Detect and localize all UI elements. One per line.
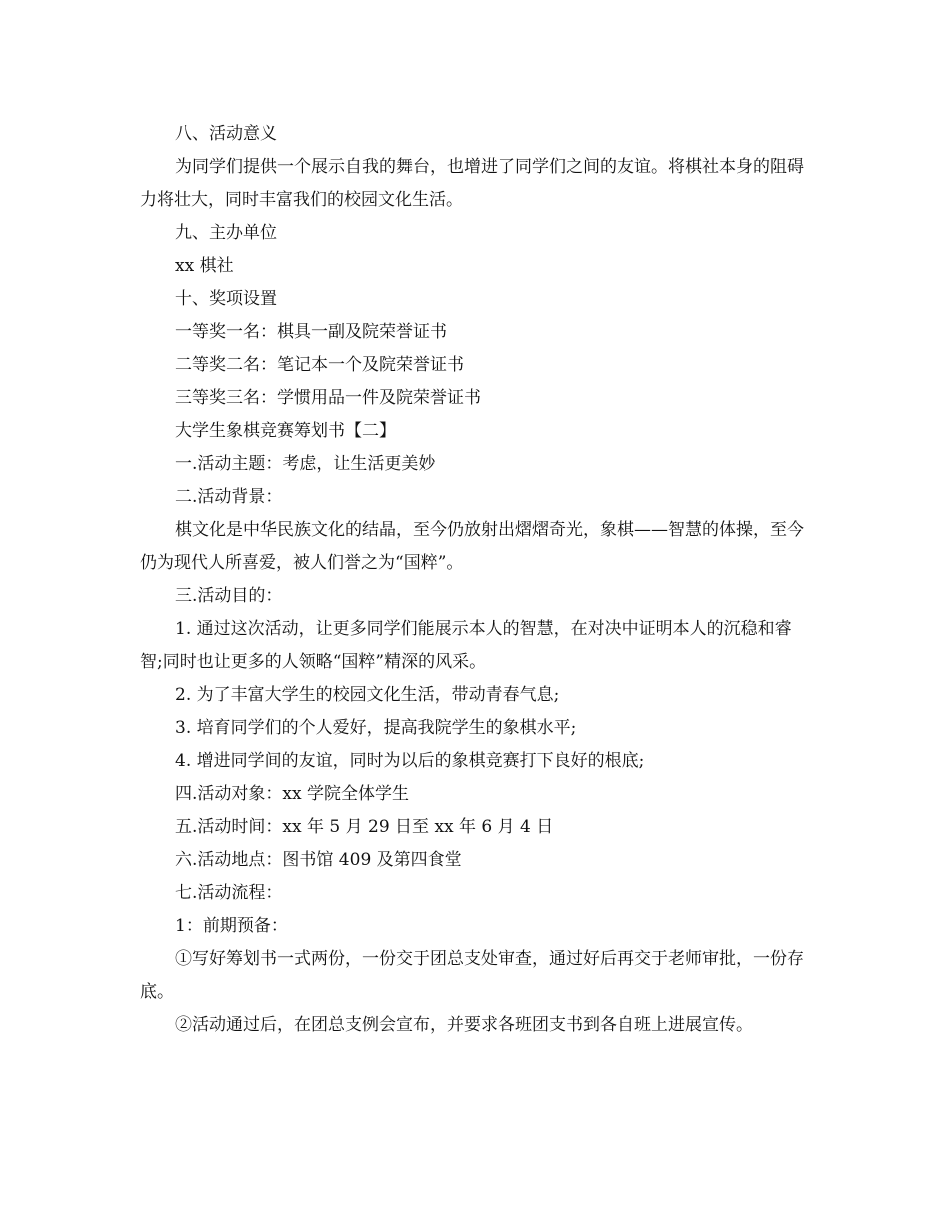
section-heading-process: 七.活动流程： <box>175 883 283 903</box>
section-heading-awards: 十、奖项设置 <box>175 289 277 309</box>
activity-target: 四.活动对象：xx 学院全体学生 <box>175 784 409 804</box>
award-second-prize: 二等奖二名：笔记本一个及院荣誉证书 <box>175 355 464 375</box>
paragraph-background: 棋文化是中华民族文化的结晶，至今仍放射出熠熠奇光，象棋——智慧的体操，至今仍为现代人所喜爱，被人们誉之为“国粹”。 <box>140 520 804 573</box>
award-third-prize: 三等奖三名：学惯用品一件及院荣誉证书 <box>175 388 481 408</box>
document-part-two-title: 大学生象棋竞赛筹划书【二】 <box>175 421 396 441</box>
section-heading-purpose: 三.活动目的： <box>175 586 283 606</box>
paragraph-significance: 为同学们提供一个展示自我的舞台，也增进了同学们之间的友谊。将棋社本身的阻碍力将壮大，同时丰富我们的校园文化生活。 <box>140 157 804 210</box>
paragraph-organizer: xx 棋社 <box>175 256 234 276</box>
document-body <box>140 118 812 1042</box>
activity-time: 五.活动时间：xx 年 5 月 29 日至 xx 年 6 月 4 日 <box>175 817 554 837</box>
process-step-1-heading: 1：前期预备： <box>175 916 288 936</box>
activity-theme: 一.活动主题：考虑，让生活更美妙 <box>175 454 436 474</box>
activity-location: 六.活动地点：图书馆 409 及第四食堂 <box>175 850 462 870</box>
process-step-1-item-2: ②活动通过后，在团总支例会宣布，并要求各班团支书到各自班上进展宣传。 <box>175 1015 753 1035</box>
purpose-item-3: 3. 培育同学们的个人爱好，提高我院学生的象棋水平; <box>175 718 577 738</box>
award-first-prize: 一等奖一名：棋具一副及院荣誉证书 <box>175 322 447 342</box>
process-step-1-item-1: ①写好筹划书一式两份，一份交于团总支处审查，通过好后再交于老师审批，一份存底。 <box>140 949 804 1002</box>
purpose-item-1: 1. 通过这次活动，让更多同学们能展示本人的智慧，在对决中证明本人的沉稳和睿智;同时也让更多的人领略“国粹”精深的风采。 <box>140 619 792 672</box>
section-heading-organizer: 九、主办单位 <box>175 223 277 243</box>
section-heading-significance: 八、活动意义 <box>175 124 277 144</box>
section-heading-background: 二.活动背景： <box>175 487 283 507</box>
purpose-item-2: 2. 为了丰富大学生的校园文化生活，带动青春气息; <box>175 685 560 705</box>
purpose-item-4: 4. 增进同学间的友谊，同时为以后的象棋竞赛打下良好的根底; <box>175 751 645 771</box>
